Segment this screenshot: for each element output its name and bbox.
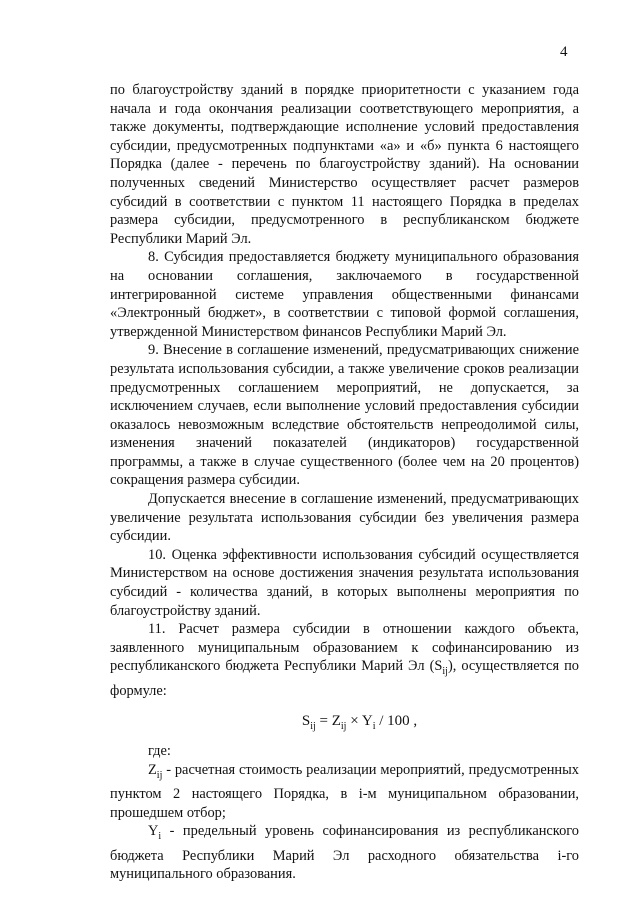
formula-tail: / 100 , (375, 713, 418, 730)
formula-y-sub: i (372, 721, 376, 733)
subsidy-formula (110, 712, 579, 737)
paragraph-11-text: 11. Расчет размера субсидии в отношении каждого объекта, заявленного муниципальным образованием к софинансированию из республиканского бюджета Республики Марий Эл (S (110, 621, 579, 675)
definition-y-text: - предельный уровень софинансирования из республиканского бюджета Республики Марий Эл расходного обязательства i-го муниципального образования. (110, 823, 579, 883)
definition-y (110, 822, 579, 884)
definition-y-symbol: Y (148, 823, 159, 840)
formula-s-sub: ij (310, 721, 316, 733)
formula-z: Z (331, 713, 341, 730)
formula-eq: = (315, 713, 332, 730)
formula-y: Y (361, 713, 373, 730)
document-body (110, 81, 579, 884)
where-label: где: (148, 743, 171, 760)
formula-times: × (346, 713, 362, 730)
definition-z-sub: ij (156, 769, 163, 781)
paragraph-11-tail: ), осуществляется по формуле: (110, 658, 579, 699)
paragraph-continuation: по благоустройству зданий в порядке приоритетности с указанием года начала и года окончания реализации соответствующего мероприятия, а также документы, подтверждающие исполнение условий предоставления субсидии, предусмотренных подпунктами «а» и «б» пункта 6 настоящего Порядка (далее - перечень по благоустройству зданий). На основании полученных сведений Министерство осуществляет расчет размеров субсидий в соответствии с пунктом 11 настоящего Порядка в пределах размера субсидии, предусмотренного в республиканском бюджете Республики Марий Эл. (110, 82, 579, 247)
formula-s: S (301, 713, 311, 730)
definition-y-sub: i (158, 831, 162, 843)
paragraph-10: 10. Оценка эффективности использования субсидий осуществляется Министерством на основе достижения значения результата использования субсидий - количества зданий, в которых выполнены мероприятия по благоустройству зданий. (110, 546, 579, 619)
definition-z (110, 761, 579, 823)
paragraph-9-addendum: Допускается внесение в соглашение изменений, предусматривающих увеличение результата использования субсидии без увеличения размера субсидии. (110, 491, 579, 545)
paragraph-9: 9. Внесение в соглашение изменений, предусматривающих снижение результата использования субсидии, а также увеличение сроков реализации предусмотренных соглашением мероприятий, не допускается, за исключением случаев, если выполнение условий предоставления субсидии оказалось невозможным вследствие обстоятельств непреодолимой силы, изменения значений показателей (индикаторов) государственной программы, а также в случае существенного (более чем на 20 процентов) сокращения размера субсидии. (110, 342, 579, 489)
definition-z-symbol: Z (148, 761, 157, 778)
page-number: 4 (560, 44, 568, 60)
definition-z-text: - расчетная стоимость реализации мероприятий, предусмотренных пунктом 2 настоящего Порядка, в i-м муниципальном образовании, прошедшем отбор; (110, 761, 579, 821)
paragraph-11 (110, 620, 579, 700)
paragraph-11-subscript: ij (442, 666, 448, 678)
paragraph-8: 8. Субсидия предоставляется бюджету муниципального образования на основании соглашения, заключаемого в государственной интегрированной системе управления общественными финансами «Электронный бюджет», в соответствии с типовой формой соглашения, утвержденной Министерством финансов Республики Марий Эл. (110, 249, 579, 340)
formula-z-sub: ij (340, 721, 347, 733)
